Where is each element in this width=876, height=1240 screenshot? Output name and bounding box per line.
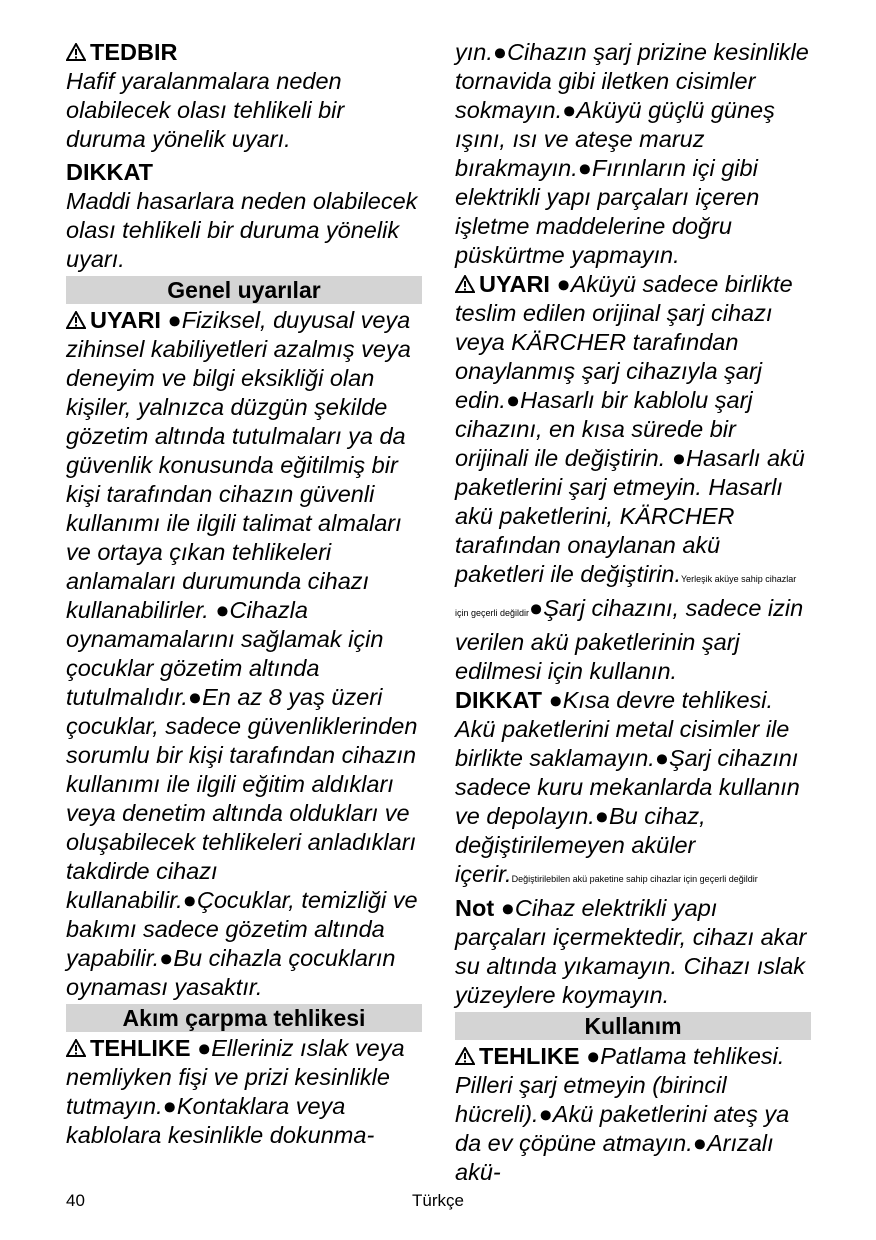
dikkat-text: Maddi hasarlara neden olabilecek olası tehlikeli bir duruma yönelik uyarı. <box>66 188 418 272</box>
not-paragraph <box>455 894 811 1010</box>
warning-triangle-icon <box>66 311 86 329</box>
dikkat-note: Değiştirilebilen akü paketine sahip cihazlar için geçerli değildir <box>511 874 758 884</box>
uyari-text: ●Aküyü sadece birlikte teslim edilen orijinal şarj cihazı veya KÄRCHER tarafından onaylanmış şarj cihazıyla şarj edin.●Hasarlı bir kablolu şarj cihazını, en kısa sürede bir orijinali ile değiştirin. ●Hasarlı akü paketlerini şarj etmeyin. Hasarlı akü paketlerini, KÄRCHER tarafından onaylanan akü paketleri ile değiştirin. <box>455 271 805 587</box>
uyari-label: UYARI <box>66 307 161 333</box>
uyari-text-2: ●Şarj cihazını, sadece izin verilen akü paketlerinin şarj edilmesi için kullanın. <box>455 595 804 684</box>
genel-uyarilar-text: ●Fiziksel, duyusal veya zihinsel kabiliyetleri azalmış veya deneyim ve bilgi eksikliği olan kişiler, yalnızca düzgün şekilde gözetim altında tutulmaları ya da güvenlik konusunda eğitilmiş bir kişi tarafından cihazın güvenli kullanımı ile ilgili talimat almaları ve ortaya çıkan tehlikeleri anlamaları durumunda cihazı kullanabilirler. ●Cihazla oynamamalarını sağlamak için çocuklar gözetim altında tutulmalıdır.●En az 8 yaş üzeri çocuklar, sadece güvenliklerinden sorumlu bir kişi tarafından cihazın kullanımı ile ilgili eğitim aldıkları veya denetim altında oldukları ve oluşabilecek tehlikeleri anladıkları takdirde cihazı kullanabilir.●Çocuklar, temizliği ve bakımı sadece gözetim altında yapabilir.●Bu cihazla çocukların oynaması yasaktır. <box>66 307 418 1000</box>
tehlike-label: TEHLIKE <box>455 1043 580 1069</box>
kullanim-paragraph <box>455 1042 811 1187</box>
dikkat-label: DIKKAT <box>455 687 543 713</box>
dikkat-text: ●Kısa devre tehlikesi. Akü paketlerini metal cisimler ile birlikte saklamayın.●Şarj cihazını sadece kuru mekanlarda kullanın ve depolayın.●Bu cihaz, değiştirilemeyen aküler içerir. <box>455 687 800 887</box>
uyari-label: UYARI <box>455 271 550 297</box>
tedbir-text: Hafif yaralanmalara neden olabilecek olası tehlikeli bir duruma yönelik uyarı. <box>66 68 345 152</box>
warning-triangle-icon <box>455 275 475 293</box>
warning-triangle-icon <box>66 43 86 61</box>
section-heading-akim-carpma: Akım çarpma tehlikesi <box>66 1004 422 1032</box>
genel-uyarilar-paragraph <box>66 306 422 1002</box>
uyari-note: Yerleşik aküye sahip cihazlar için geçerli değildir <box>455 574 797 618</box>
dikkat-heading: DIKKAT <box>66 159 154 185</box>
uyari-paragraph <box>455 270 811 686</box>
kullanim-text: ●Patlama tehlikesi. Pilleri şarj etmeyin (birincil hücreli).●Akü paketlerini ateş ya da ev çöpüne atmayın.●Arızalı akü- <box>455 1043 790 1185</box>
akim-carpma-paragraph <box>66 1034 422 1150</box>
dikkat-paragraph <box>455 686 811 894</box>
tedbir-heading: TEDBIR <box>66 38 422 67</box>
page-number: 40 <box>66 1191 85 1210</box>
warning-triangle-icon <box>66 1039 86 1057</box>
continued-text: yın.●Cihazın şarj prizine kesinlikle tornavida gibi iletken cisimler sokmayın.●Aküyü güçlü güneş ışını, ısı ve ateşe maruz bırakmayın.●Fırınların içi gibi elektrikli yapı parçaları içeren işletme maddelerine doğru püskürtme yapmayın. <box>455 39 809 268</box>
right-column <box>455 38 811 1187</box>
section-heading-genel-uyarilar: Genel uyarılar <box>66 276 422 304</box>
footer-language: Türkçe <box>412 1191 464 1210</box>
left-column <box>66 38 422 1150</box>
tehlike-label: TEHLIKE <box>66 1035 191 1061</box>
not-text: ●Cihaz elektrikli yapı parçaları içermektedir, cihazı akar su altında yıkamayın. Cihazı ıslak yüzeylere koymayın. <box>455 895 807 1008</box>
not-label: Not <box>455 895 495 921</box>
akim-carpma-text: ●Elleriniz ıslak veya nemliyken fişi ve prizi kesinlikle tutmayın.●Kontaklara veya kablolara kesinlikle dokunma- <box>66 1035 405 1148</box>
section-heading-kullanim: Kullanım <box>455 1012 811 1040</box>
warning-triangle-icon <box>455 1047 475 1065</box>
